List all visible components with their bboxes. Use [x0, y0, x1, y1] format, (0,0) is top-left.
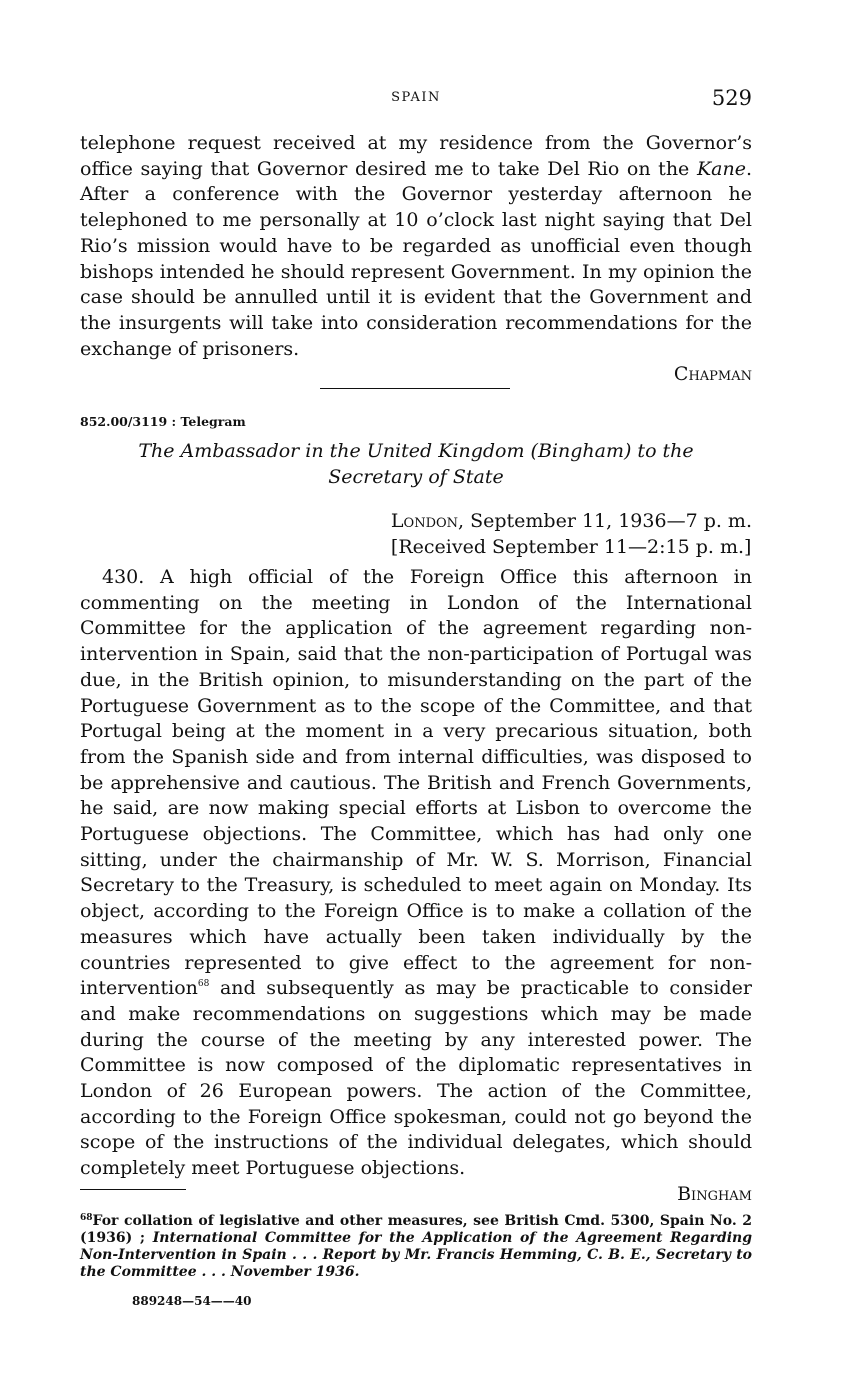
running-title: SPAIN — [391, 90, 441, 105]
footnote-marker: 68 — [80, 1213, 93, 1223]
signature-chapman: Chapman — [673, 363, 752, 386]
place: London — [390, 510, 459, 532]
signature-bingham: Bingham — [677, 1182, 752, 1205]
document-heading — [80, 438, 752, 490]
sent-line — [391, 508, 752, 534]
section-divider — [320, 388, 510, 389]
file-number: 852.00/3119 : Telegram — [80, 414, 246, 429]
running-head — [80, 86, 752, 116]
ship-name: Kane — [696, 157, 746, 180]
footnote-rule — [80, 1189, 186, 1190]
continued-telegram — [80, 131, 752, 387]
body-part-2: and subsequently as may be practicable to consider and make recommendations on suggestions which may be made during the course of the meeting by any interested power. The Committee is now composed of the diplomatic representatives in London of 26 European powers. The action of the Committee, according to the Foreign Office spokesman, could not go beyond the scope of the instructions of the individual delegates, which should completely meet Portuguese objections. — [80, 977, 752, 1180]
footnote — [80, 1210, 752, 1281]
heading-line-2: Secretary of State — [328, 466, 504, 488]
footnote-title: International Committee for the Application of the Agreement Regarding Non-Intervention in Spain . . . Report by Mr. Francis Hemming, C. B. E., Secretary to the Committee . . . November 1936. — [80, 1230, 752, 1280]
footnote-text: For collation of legislative and other measures, see British Cmd. 5300, Spain No. 2 (1936) ; — [80, 1213, 752, 1246]
body-part-1: 430. A high official of the Foreign Office this afternoon in commenting on the meeting in London of the International Committee for the application of the agreement regarding non-intervention in Spain, said that the non-participation of Portugal was due, in the British opinion, to misunderstanding on the part of the Portuguese Government as to the scope of the Committee, and that Portugal being at the moment in a very precarious situation, both from the Spanish side and from internal difficulties, was disposed to be apprehensive and cautious. The British and French Governments, he said, are now making special efforts at Lisbon to overcome the Portuguese objections. The Committee, which has had only one sitting, under the chairmanship of Mr. W. S. Morrison, Financial Secretary to the Treasury, is scheduled to meet again on Monday. Its object, according to the Foreign Office is to make a collation of the measures which have actually been taken individually by the countries represented to give effect to the agreement for non-intervention — [80, 566, 752, 1000]
footnote-reference: 68 — [197, 979, 210, 990]
continued-text-after: . After a conference with the Governor yesterday afternoon he telephoned to me personally at 10 o’clock last night saying that Del Rio’s mission would have to be regarded as unofficial even though bishops intended he should represent Government. In my opinion the case should be annulled until it is evident that the Government and the insurgents will take into consideration recommendations for the exchange of prisoners. — [80, 157, 753, 360]
telegram-paragraph — [80, 565, 752, 1182]
dateline — [391, 508, 752, 560]
continued-text: telephone request received at my residence from the Governor’s office saying that Governor desired me to take Del Rio on the — [80, 132, 752, 180]
print-code: 889248—54——40 — [132, 1294, 252, 1308]
telegram-body — [80, 565, 752, 1207]
page-number: 529 — [711, 86, 752, 110]
sent-date: , September 11, 1936—7 p. m. — [458, 510, 752, 532]
heading-line-1: The Ambassador in the United Kingdom (Bingham) to the — [138, 440, 694, 462]
continued-paragraph — [80, 131, 752, 362]
received-line: [Received September 11—2:15 p. m.] — [390, 536, 752, 558]
